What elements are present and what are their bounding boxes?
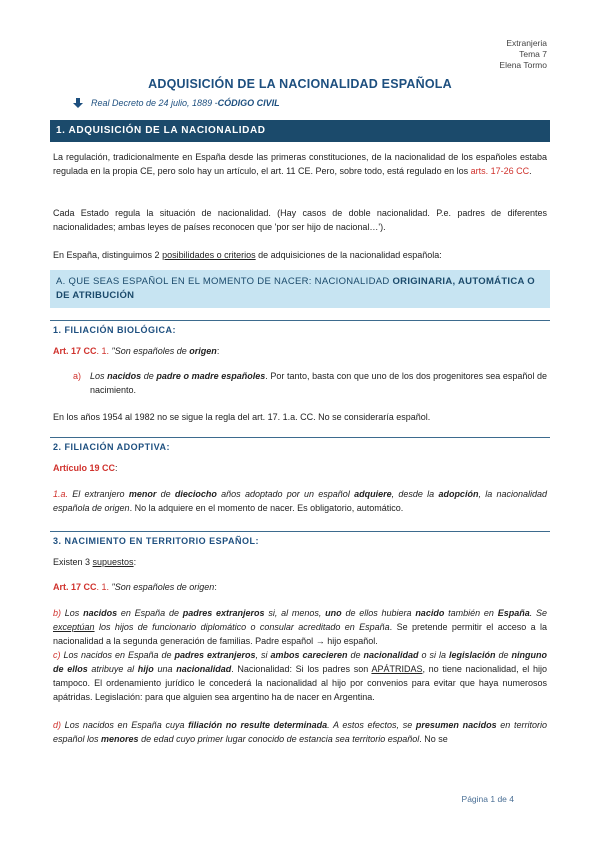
article-19-line	[53, 461, 547, 475]
article-colon: :	[115, 463, 118, 473]
case-text: Los nacidos en España cuya	[61, 720, 189, 730]
case-text: si, al menos,	[264, 608, 326, 618]
case-text: hijo español.	[324, 636, 378, 646]
header-author: Elena Tormo	[499, 60, 547, 70]
right-arrow-icon: →	[315, 636, 325, 646]
case-bold: hijo	[137, 664, 154, 674]
clause-text: años adoptado por un español	[216, 489, 355, 499]
section-heading-1: 1. ADQUISICIÓN DE LA NACIONALIDAD	[50, 120, 550, 142]
case-text: . Nacionalidad: Si los padres son	[231, 664, 372, 674]
item-bold: nacidos	[107, 371, 142, 381]
page-number: Página 1 de 4	[461, 794, 514, 804]
clause-text: El extranjero	[68, 489, 129, 499]
case-bold: nacidos	[83, 608, 118, 618]
case-text: o si la	[418, 650, 449, 660]
case-text: . Se pretende permitir el acceso a la nacionalidad a la segunda generación de familias. Padre español	[53, 622, 548, 646]
paragraph-case-d	[53, 718, 547, 746]
case-bold: ninguno de ellos	[53, 650, 547, 674]
case-text: de ellos hubiera	[341, 608, 416, 618]
clause-bold: dieciocho	[174, 489, 217, 499]
article-num: . 1.	[96, 346, 112, 356]
paragraph-text: de adquisiciones de la nacionalidad española:	[255, 250, 442, 260]
articles-link: arts. 17-26 CC	[470, 166, 530, 176]
heading-filiacion-adoptiva: 2. FILIACIÓN ADOPTIVA:	[50, 437, 550, 452]
document-header	[499, 38, 547, 71]
paragraph-text: En España, distinguimos 2	[53, 250, 163, 260]
case-bold: legislación	[448, 650, 496, 660]
case-text: en territorio español los	[53, 720, 547, 744]
paragraph-state-regulation: Cada Estado regula la situación de nacionalidad. (Hay casos de doble nacionalidad. P.e. padres de diferentes nacionalidades; ambas leyes de países reconocen que 'por ser hijo de nacional…').	[53, 208, 547, 232]
page-title: ADQUISICIÓN DE LA NACIONALIDAD ESPAÑOLA	[148, 77, 452, 91]
paragraph-regulation	[53, 150, 547, 178]
clause-bold: menor	[128, 489, 157, 499]
quote-colon: :	[214, 582, 217, 592]
list-item-a	[73, 369, 547, 397]
case-bold: uno	[325, 608, 342, 618]
clause-text: , desde la	[391, 489, 439, 499]
law-reference	[73, 98, 280, 108]
intro-text: Existen 3	[53, 557, 93, 567]
case-letter: d)	[53, 720, 62, 730]
reference-text: Real Decreto de 24 julio, 1889 -	[91, 98, 218, 108]
article-num: . 1.	[96, 582, 112, 592]
case-bold: nacionalidad	[363, 650, 419, 660]
case-bold: ambos carecieren	[270, 650, 348, 660]
article-ref: Art. 17 CC	[53, 346, 97, 356]
clause-bold: adquiere	[354, 489, 392, 499]
list-letter: a)	[73, 371, 82, 381]
paragraph-case-c	[53, 648, 547, 704]
item-text: Los	[90, 371, 108, 381]
article-ref: Art. 17 CC	[53, 582, 97, 592]
quote-text: "Son españoles de	[111, 346, 190, 356]
case-text: , si	[255, 650, 271, 660]
case-bold: filiación no resulte determinada	[188, 720, 328, 730]
criteria-underlined: posibilidades o criterios	[162, 250, 256, 260]
case-text: una	[153, 664, 177, 674]
case-bold: presumen nacidos	[415, 720, 497, 730]
case-text: . A estos efectos, se	[327, 720, 416, 730]
article-ref: Artículo 19 CC	[53, 463, 116, 473]
item-bold: padre o madre españoles	[156, 371, 266, 381]
case-text: . Se	[529, 608, 547, 618]
banner-bold-text: ORIGINARIA, AUTOMÁTICA O DE ATRIBUCIÓN	[56, 276, 535, 301]
paragraph-criteria	[53, 248, 547, 262]
case-bold: nacionalidad	[176, 664, 232, 674]
down-arrow-bullet-icon	[73, 98, 83, 108]
case-underlined: APÁTRIDAS	[371, 664, 423, 674]
subsection-banner-a	[50, 270, 550, 308]
case-bold: padres extranjeros	[174, 650, 256, 660]
paragraph-supuestos	[53, 555, 547, 569]
header-topic: Tema 7	[519, 49, 547, 59]
case-text: , no tiene nacionalidad, el hijo tampoco. El ordenamiento jurídico le concederá la nacionalidad al hijo por convenios para evitar que haya numerosos apátridas. Legislación: para que alguien sea argentino ha de nacer en Argentina.	[53, 664, 547, 702]
clause-num: 1.a.	[53, 489, 69, 499]
case-text: de	[495, 650, 512, 660]
article-17-line-2	[53, 580, 547, 594]
paragraph-text: .	[529, 166, 532, 176]
item-text: . Por tanto, basta con que uno de los dos progenitores sea español de nacimiento.	[90, 371, 547, 395]
heading-filiacion-biologica: 1. FILIACIÓN BIOLÓGICA:	[50, 320, 550, 335]
case-text: . No se	[419, 734, 448, 744]
case-text: los hijos de funcionario diplomático o consular acreditado en España	[94, 622, 390, 632]
quote-text: "Son españoles de origen	[111, 582, 215, 592]
clause-text: de	[156, 489, 175, 499]
case-text: Los nacidos en España de	[60, 650, 175, 660]
case-bold: menores	[101, 734, 139, 744]
case-letter: c)	[53, 650, 61, 660]
heading-nacimiento-territorio: 3. NACIMIENTO EN TERRITORIO ESPAÑOL:	[50, 531, 550, 546]
case-bold: padres extranjeros	[182, 608, 265, 618]
clause-text: . No la adquiere en el momento de nacer. Es obligatorio, automático.	[129, 503, 404, 513]
case-text: atribuye al	[87, 664, 138, 674]
banner-text: A. QUE SEAS ESPAÑOL EN EL MOMENTO DE NACER: NACIONALIDAD	[56, 276, 393, 287]
clause-text: , la nacionalidad española de origen	[53, 489, 548, 513]
case-text: de	[347, 650, 364, 660]
case-text: Los	[61, 608, 84, 618]
article-17-line	[53, 344, 547, 358]
case-letter: b)	[53, 608, 62, 618]
paragraph-adoption	[53, 487, 547, 515]
intro-text: :	[133, 557, 137, 567]
clause-bold: adopción	[438, 489, 479, 499]
paragraph-1954-note: En los años 1954 al 1982 no se sigue la regla del art. 17. 1.a. CC. No se consideraría español.	[53, 412, 431, 422]
quote-bold: origen	[189, 346, 217, 356]
case-text: en España de	[117, 608, 183, 618]
case-text: de edad cuyo primer lugar conocido de estancia sea territorio español	[138, 734, 420, 744]
header-subject: Extranjeria	[506, 38, 547, 48]
paragraph-case-b	[53, 606, 547, 648]
case-text: también en	[444, 608, 498, 618]
paragraph-text: La regulación, tradicionalmente en España desde las primeras constituciones, de la nacionalidad de los españoles estaba regulada en la propia CE, pero solo hay un artículo, el art. 11 CE. Pero, sobre todo, está regulado en los	[53, 152, 547, 176]
case-underlined: exceptúan	[53, 622, 95, 632]
reference-code: CÓDIGO CIVIL	[217, 98, 280, 108]
case-bold: España	[497, 608, 530, 618]
case-bold: nacido	[415, 608, 445, 618]
supuestos-underlined: supuestos	[92, 557, 134, 567]
quote-colon: :	[216, 346, 220, 356]
item-text: de	[141, 371, 157, 381]
